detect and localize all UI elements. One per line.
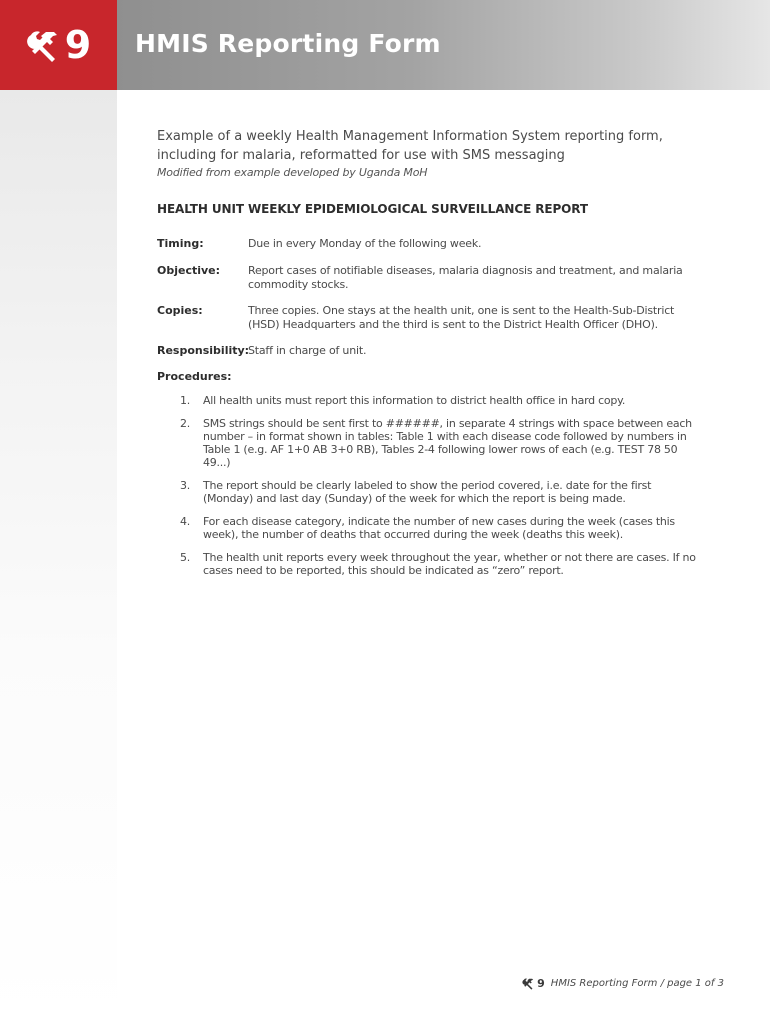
intro-credit: Modified from example developed by Uganda MoH <box>157 166 428 179</box>
field-value: Three copies. One stays at the health unit, one is sent to the Health-Sub-District (HSD) Headquarters and the third is sent to the District Health Officer (DHO). <box>248 304 675 331</box>
intro-line-2: including for malaria, reformatted for use with SMS messaging <box>157 148 565 163</box>
field-label: Timing: <box>157 237 204 250</box>
field-value: Report cases of notifiable diseases, malaria diagnosis and treatment, and malaria commodity stocks. <box>248 264 683 291</box>
intro-line-1: Example of a weekly Health Management Information System reporting form, <box>157 129 663 144</box>
procedure-item <box>157 417 697 469</box>
procedure-text: All health units must report this information to district health office in hard copy. <box>203 394 626 407</box>
side-strip <box>0 90 117 1024</box>
procedure-item <box>157 551 697 577</box>
procedure-text: The report should be clearly labeled to show the period covered, i.e. date for the first (Monday) and last day (Sunday) of the week for which the report is being made. <box>203 479 652 505</box>
intro <box>157 127 717 181</box>
procedure-number: 4. <box>180 515 190 528</box>
field-label: Copies: <box>157 304 203 317</box>
page-footer <box>522 977 724 990</box>
procedure-number: 3. <box>180 479 190 492</box>
procedure-number: 5. <box>180 551 190 564</box>
procedures-heading: Procedures: <box>157 370 232 383</box>
field-value: Staff in charge of unit. <box>248 344 367 357</box>
procedure-number: 1. <box>180 394 190 407</box>
procedure-item <box>157 515 697 541</box>
procedure-text: The health unit reports every week throughout the year, whether or not there are cases. If no cases need to be reported, this should be indicated as “zero” report. <box>203 551 696 577</box>
footer-page-label: HMIS Reporting Form / page 1 of 3 <box>550 978 724 989</box>
tools-icon <box>522 977 535 990</box>
procedures-list <box>157 394 697 577</box>
procedure-number: 2. <box>180 417 190 430</box>
tools-icon <box>26 27 62 63</box>
page-title: HMIS Reporting Form <box>135 29 441 58</box>
field-label: Responsibility: <box>157 344 250 357</box>
field-value: Due in every Monday of the following week. <box>248 237 482 250</box>
report-title: HEALTH UNIT WEEKLY EPIDEMIOLOGICAL SURVEILLANCE REPORT <box>157 202 588 216</box>
chapter-number: 9 <box>64 23 92 67</box>
procedure-text: SMS strings should be sent first to ######, in separate 4 strings with space between each number – in format shown in tables: Table 1 with each disease code followed by numbers in Table 1 (e.g. AF 1+0 AB 3+0 RB), Tables 2-4 following lower rows of each (e.g. TEST 78 50 49...) <box>203 417 692 469</box>
footer-chapter-number: 9 <box>537 977 545 990</box>
chapter-badge <box>0 0 117 90</box>
procedure-item <box>157 479 697 505</box>
field-label: Objective: <box>157 264 221 277</box>
procedure-text: For each disease category, indicate the number of new cases during the week (cases this week), the number of deaths that occurred during the week (deaths this week). <box>203 515 675 541</box>
procedure-item <box>157 394 697 407</box>
